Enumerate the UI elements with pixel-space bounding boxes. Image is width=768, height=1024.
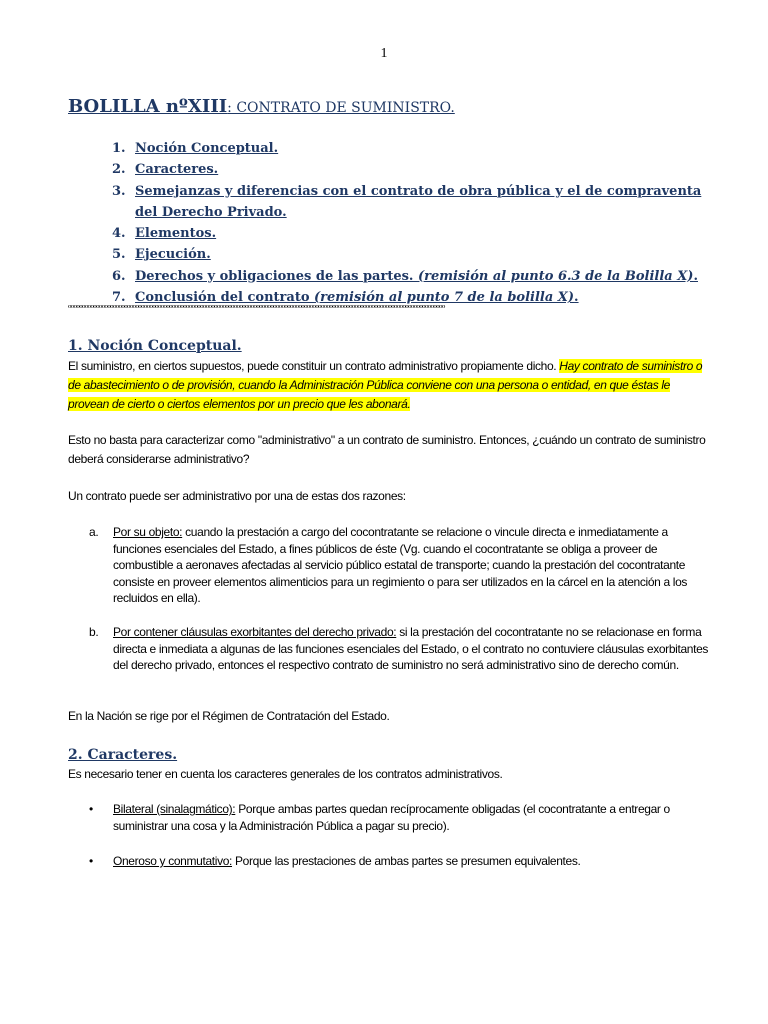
item-label: Oneroso y conmutativo: [113,854,233,868]
toc-item-4[interactable]: 4. Elementos. [112,226,217,242]
item-label: Por su objeto: [113,525,183,539]
list-marker: a. [89,525,99,539]
list-item-b: b. Por contener cláusulas exorbitantes del derecho privado: si la prestación del cocontratante no se relacionase en forma directa e inmediata a algunas de las funciones esenciales del Estado, o el contrato no contuviere cláusulas exorbitantes del derecho privado, entonces el respectivo contrato de suministro no será administrativo sino de derecho común. [89,625,709,673]
bullet-icon: • [89,802,93,816]
toc-item-6[interactable]: 6. Derechos y obligaciones de las partes. (remisión al punto 6.3 de la Bolilla X). [112,268,698,284]
list-marker: b. [89,625,99,639]
section-2-heading: 2. Caracteres. [68,747,178,763]
toc-item-5[interactable]: 5. Ejecución. [112,247,211,263]
separator-line: ºººººººººººººººººººººººººººººººººººººººººººººººººººººººººººººººººººººººººººººººººººººººººººººººººººººººººººººººººººººººººººººººººººººº [68,303,445,315]
section-1-paragraph-4: En la Nación se rige por el Régimen de Contratación del Estado. [68,709,390,723]
table-of-contents [112,138,712,308]
bullet-icon: • [89,854,93,868]
section-1-paragraph-1: El suministro, en ciertos supuestos, puede constituir un contrato administrativo propiamente dicho. Hay contrato de suministro o de abastecimiento o de provisión, cuando la Administración Pública conviene con una persona o entidad, en que éstas le provean de cierto o ciertos elementos por un precio que les abonará. [68,359,703,411]
title-subject: : CONTRATO DE SUMINISTRO. [227,100,455,116]
toc-item-3[interactable]: 3. Semejanzas y diferencias con el contrato de obra pública y el de compraventa del Derecho Privado. [112,183,702,220]
item-label: Por contener cláusulas exorbitantes del derecho privado: [113,625,397,639]
section-1-paragraph-2: Esto no basta para caracterizar como "administrativo" a un contrato de suministro. Entonces, ¿cuándo un contrato de suministro deberá considerarse administrativo? [68,433,706,466]
section-1-heading: 1. Noción Conceptual. [68,338,242,354]
toc-item-1[interactable]: 1. Noción Conceptual. [112,141,279,156]
item-label: Bilateral (sinalagmático): [113,802,236,816]
list-item-a: a. Por su objeto: cuando la prestación a cargo del cocontratante se relacione o vincule directa e inmediatamente a funciones esenciales del Estado, a fines públicos de éste (Vg. cuando el cocontratante se obliga a proveer de combustible a aeronaves afectadas al servicio público estatal de transporte; cuando la prestación del cocontratante consiste en proveer elementos alimenticios para un regimiento o para ser utilizados en la cárcel en la atención a los recluidos en ella). [89,525,688,606]
highlighted-definition: Hay contrato de suministro o de abastecimiento o de provisión, cuando la Administración Pública conviene con una persona o entidad, en que éstas le provean de cierto o ciertos elementos por un precio que les abonará. [68,359,703,411]
toc-item-7[interactable]: 7. Conclusión del contrato (remisión al punto 7 de la bolilla X). [112,290,579,306]
page-number: 1 [380,46,388,61]
document-title [68,96,455,117]
bullet-item-bilateral: • Bilateral (sinalagmático): Porque ambas partes quedan recíprocamente obligadas (el cocontratante a entregar o suministrar una cosa y la Administración Pública a pagar su precio). [89,802,670,833]
section-1-paragraph-3: Un contrato puede ser administrativo por una de estas dos razones: [68,489,406,503]
toc-item-2[interactable]: 2. Caracteres. [112,162,219,178]
section-2-paragraph-1: Es necesario tener en cuenta los caracteres generales de los contratos administrativos. [68,767,503,781]
bullet-item-oneroso: • Oneroso y conmutativo: Porque las prestaciones de ambas partes se presumen equivalentes. [89,854,581,868]
title-bolilla: BOLILLA nºXIII [68,96,228,117]
